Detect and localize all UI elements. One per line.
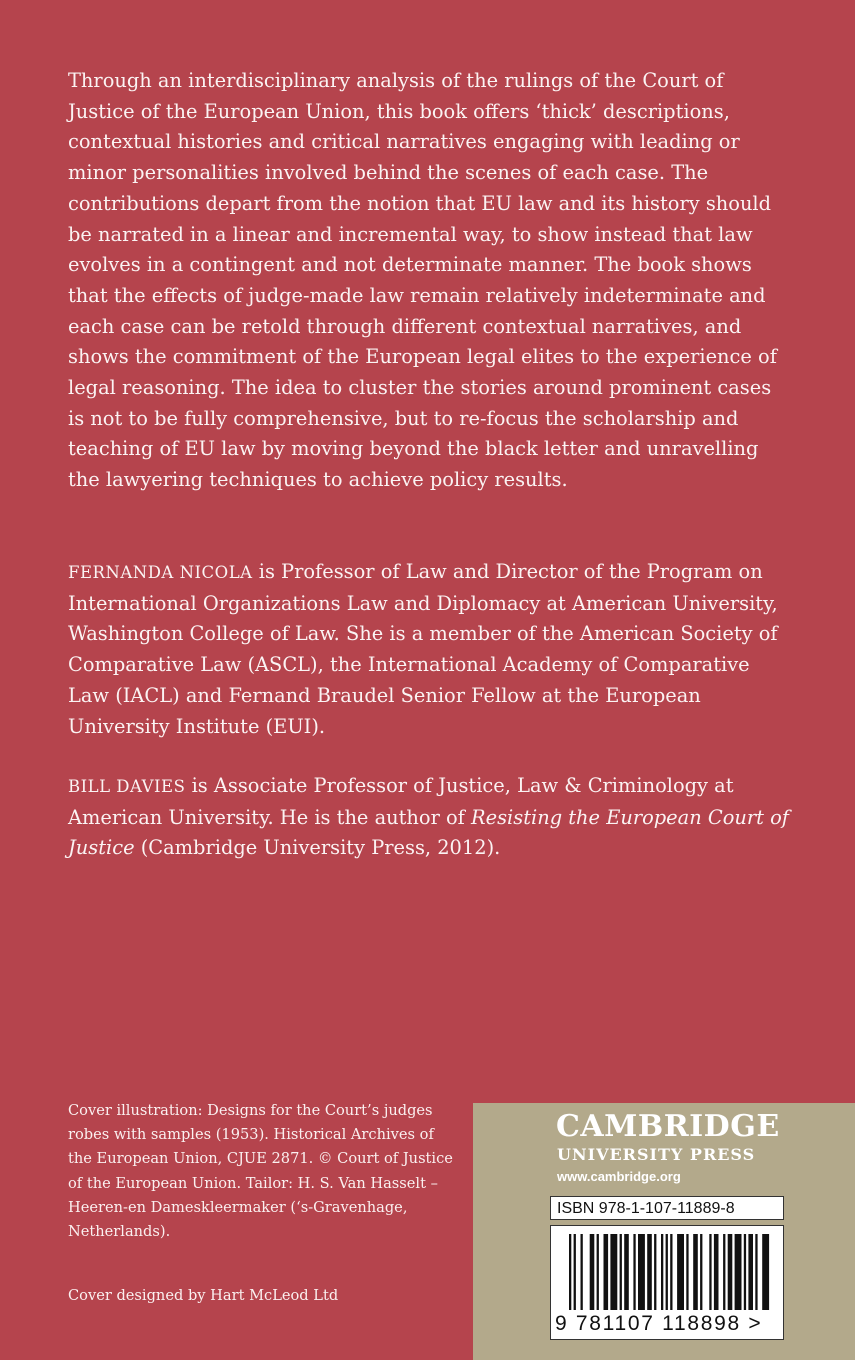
publisher-logo-name: CAMBRIDGE xyxy=(556,1109,780,1144)
barcode-bar xyxy=(633,1234,635,1310)
barcode-bar xyxy=(677,1234,684,1310)
barcode-bar xyxy=(762,1234,769,1310)
barcode-bar xyxy=(661,1234,663,1310)
barcode-bar xyxy=(735,1234,742,1310)
barcode-bar xyxy=(610,1234,617,1310)
author-bio-text-end: (Cambridge University Press, 2012). xyxy=(134,836,501,860)
barcode-bar xyxy=(590,1234,595,1310)
barcode-bar xyxy=(709,1234,711,1310)
barcode-bar xyxy=(638,1234,645,1310)
barcode-bar xyxy=(647,1234,652,1310)
author-bio-nicola xyxy=(68,557,793,742)
barcode-bar xyxy=(597,1234,599,1310)
barcode xyxy=(550,1225,784,1340)
barcode-bar xyxy=(728,1234,733,1310)
isbn-label: ISBN 978-1-107-11889-8 xyxy=(550,1196,784,1220)
author-bio-text: is Professor of Law and Director of the Program on International Organizations Law and Diplomacy at American University, Washington College of Law. She is a member of the American Society of Comparative Law (ASCL), the International Academy of Comparative Law (IACL) and Fernand Braudel Senior Fellow at the European University Institute (EUI). xyxy=(68,560,778,738)
barcode-bar xyxy=(755,1234,757,1310)
publisher-url: www.cambridge.org xyxy=(557,1169,681,1184)
author-bio-davies xyxy=(68,771,793,864)
author-name: BILL DAVIES xyxy=(68,777,186,796)
barcode-bar xyxy=(714,1234,719,1310)
author-bio-text: is Associate Professor of Justice, Law & Criminology at American University. He is the author of xyxy=(68,774,734,829)
barcode-bar xyxy=(581,1234,583,1310)
barcode-bar xyxy=(744,1234,746,1310)
publisher-panel xyxy=(473,1103,855,1360)
barcode-digits: 9 781107 118898 > xyxy=(555,1312,763,1335)
book-title: Resisting the European Court of Justice xyxy=(68,805,789,860)
publisher-logo-press: UNIVERSITY PRESS xyxy=(557,1145,756,1164)
barcode-bar xyxy=(604,1234,609,1310)
barcode-bar xyxy=(574,1234,576,1310)
barcode-bar xyxy=(620,1234,622,1310)
barcode-bar xyxy=(693,1234,698,1310)
barcode-bar xyxy=(654,1234,656,1310)
barcode-bar xyxy=(666,1234,668,1310)
back-cover-blurb: Through an interdisciplinary analysis of the rulings of the Court of Justice of the European Union, this book offers ‘thick’ descriptions, contextual histories and critical narratives engaging with leading or minor personalities involved behind the scenes of each case. The contributions depart from the notion that EU law and its history should be narrated in a linear and incremental way, to show instead that law evolves in a contingent and not determinate manner. The book shows that the effects of judge-made law remain relatively indeterminate and each case can be retold through different contextual narratives, and shows the commitment of the European legal elites to the experience of legal reasoning. The idea to cluster the stories around prominent cases is not to be fully comprehensive, but to re-focus the scholarship and teaching of EU law by moving beyond the black letter and unravelling the lawyering techniques to achieve policy results. xyxy=(68,69,777,492)
barcode-bar xyxy=(569,1234,571,1310)
barcode-bar xyxy=(686,1234,688,1310)
barcode-bar xyxy=(670,1234,672,1310)
cover-designer-credit: Cover designed by Hart McLeod Ltd xyxy=(68,1287,339,1304)
barcode-bar xyxy=(700,1234,702,1310)
barcode-bars xyxy=(551,1226,783,1316)
barcode-bar xyxy=(723,1234,725,1310)
barcode-bar xyxy=(748,1234,753,1310)
barcode-bar xyxy=(624,1234,629,1310)
author-name: FERNANDA NICOLA xyxy=(68,563,253,582)
cover-illustration-credit: Cover illustration: Designs for the Court’s judges robes with samples (1953). Historical Archives of the European Union, CJUE 2871. © Court of Justice of the European Union. Tailor: H. S. Van Hasselt – Heeren-en Dameskleermaker (‘s-Gravenhage, Netherlands). xyxy=(68,1102,453,1241)
